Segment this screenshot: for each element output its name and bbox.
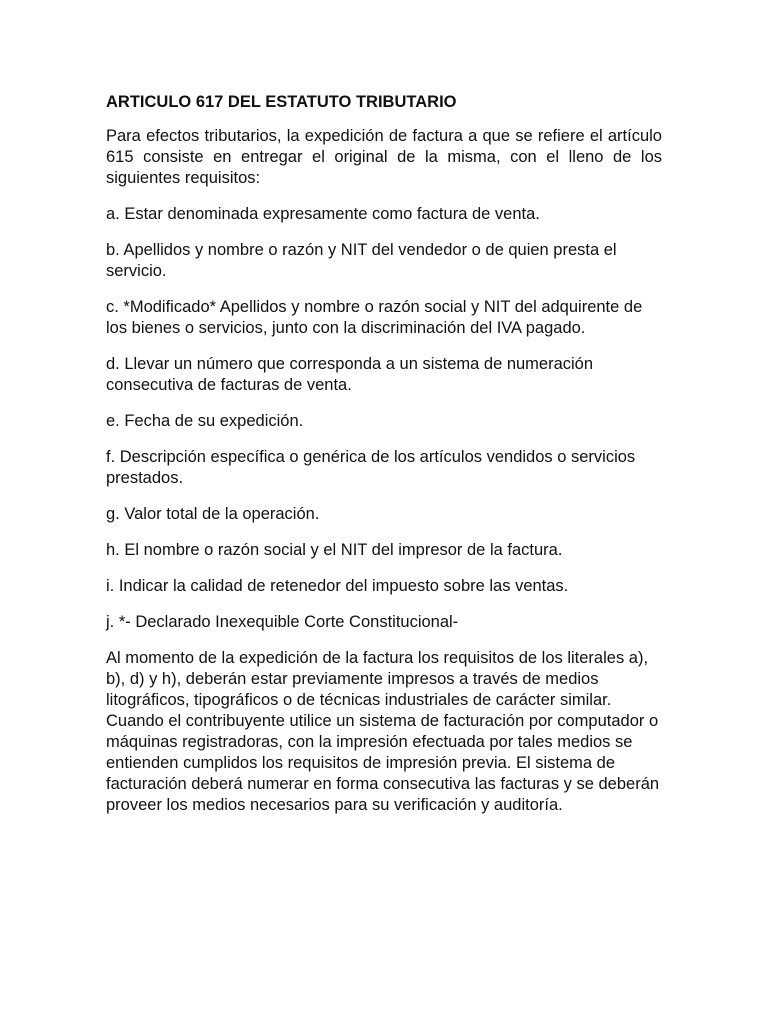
requirement-item-a: a. Estar denominada expresamente como factura de venta. bbox=[106, 205, 540, 223]
requirement-item-d: d. Llevar un número que corresponda a un sistema de numeración consecutiva de facturas de venta. bbox=[106, 355, 594, 394]
requirement-item-f: f. Descripción específica o genérica de los artículos vendidos o servicios prestados. bbox=[106, 448, 636, 487]
document-page bbox=[106, 92, 662, 816]
intro-paragraph: Para efectos tributarios, la expedición de factura a que se refiere el artículo 615 consiste en entregar el original de la misma, con el lleno de los siguientes requisitos: bbox=[106, 127, 662, 187]
requirement-item-h: h. El nombre o razón social y el NIT del impresor de la factura. bbox=[106, 541, 563, 559]
document-title: ARTICULO 617 DEL ESTATUTO TRIBUTARIO bbox=[106, 93, 457, 111]
requirement-item-i: i. Indicar la calidad de retenedor del impuesto sobre las ventas. bbox=[106, 577, 569, 595]
closing-paragraph: Al momento de la expedición de la factura los requisitos de los literales a), b), d) y h), deberán estar previamente impresos a través de medios litográficos, tipográficos o de técnicas industriales de carácter similar. Cuando el contribuyente utilice un sistema de facturación por computador o máquinas registradoras, con la impresión efectuada por tales medios se entienden cumplidos los requisitos de impresión previa. El sistema de facturación deberá numerar en forma consecutiva las facturas y se deberán proveer los medios necesarios para su verificación y auditoría. bbox=[106, 649, 660, 814]
requirement-item-b: b. Apellidos y nombre o razón y NIT del vendedor o de quien presta el servicio. bbox=[106, 241, 617, 280]
requirement-item-c: c. *Modificado* Apellidos y nombre o razón social y NIT del adquirente de los bienes o servicios, junto con la discriminación del IVA pagado. bbox=[106, 298, 643, 337]
requirement-item-g: g. Valor total de la operación. bbox=[106, 505, 320, 523]
requirement-item-j: j. *- Declarado Inexequible Corte Constitucional- bbox=[106, 613, 459, 631]
requirement-item-e: e. Fecha de su expedición. bbox=[106, 412, 304, 430]
